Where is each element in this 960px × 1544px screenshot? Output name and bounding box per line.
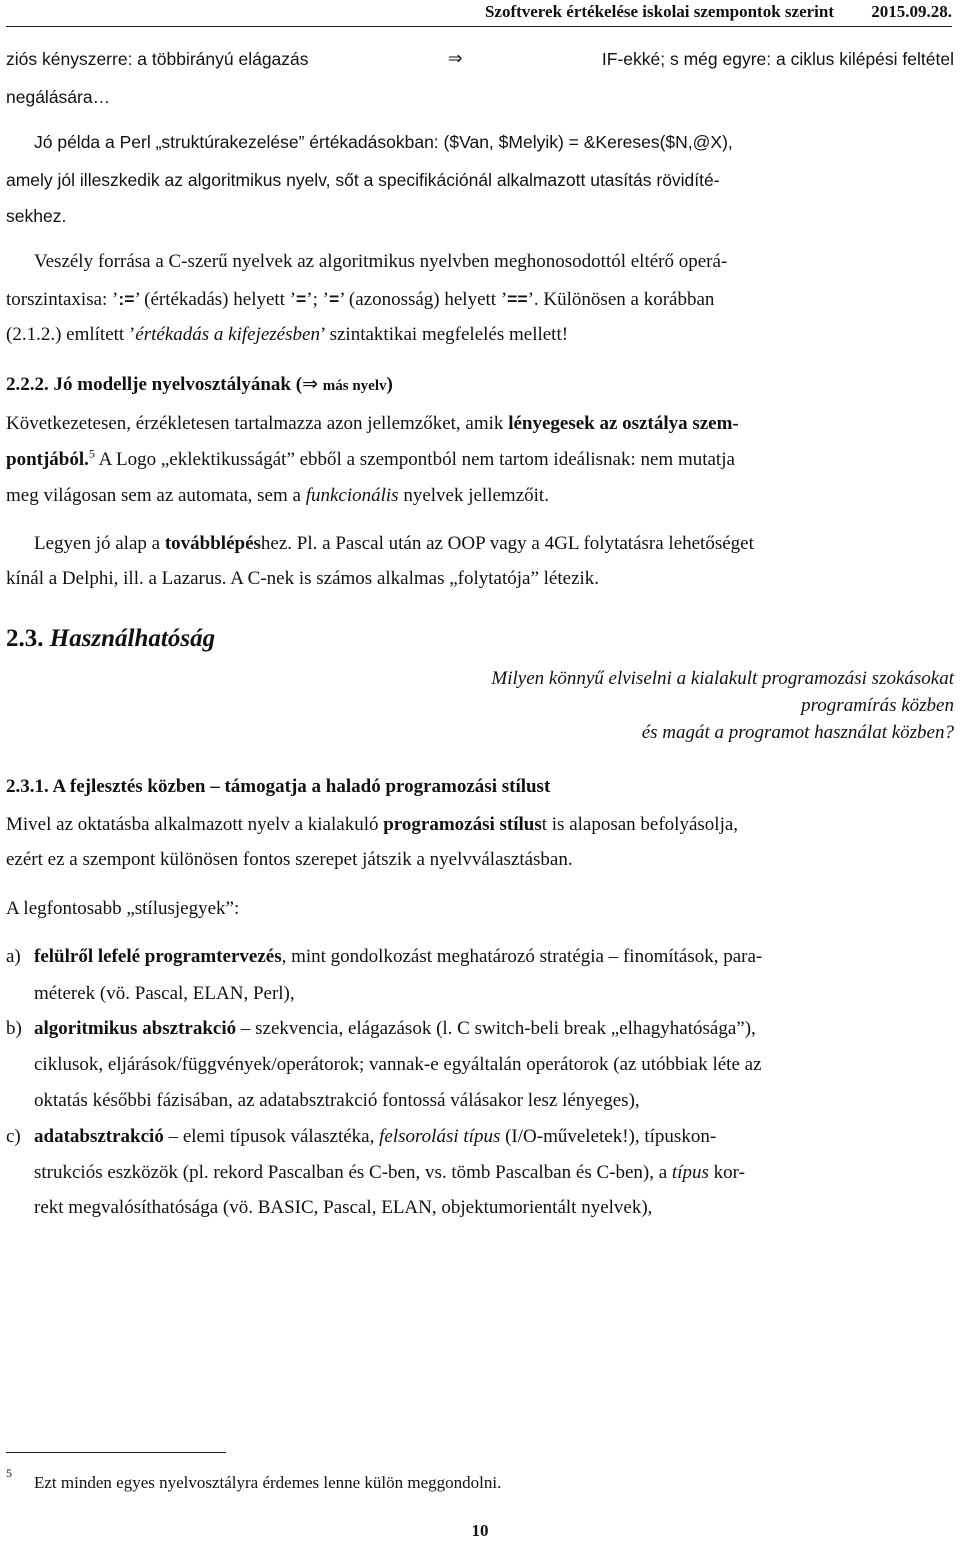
text-span: (2.1.2.) említett ’ (6, 324, 136, 345)
epigraph-line: Milyen könnyű elviselni a kialakult programozási szokásokat (491, 668, 954, 689)
text-span: t is alaposan befolyásolja, (541, 814, 739, 835)
italic-term: értékadás a kifejezésben (135, 324, 320, 345)
paragraph-line (6, 288, 714, 311)
list-label: a) (6, 946, 21, 967)
text-span: – szekvencia, elágazások (l. C switch-beli break „elhagyhatósága”), (236, 1018, 756, 1039)
section-heading (6, 373, 393, 397)
list-continuation (34, 1162, 745, 1184)
list-item (6, 1126, 717, 1148)
operator-code: = (296, 289, 307, 309)
heading-text: ) (386, 374, 393, 395)
bold-term: továbblépés (164, 533, 261, 554)
footnote-number: 5 (6, 1466, 12, 1480)
text-span: ziós kényszerre: a többirányú elágazás (6, 49, 309, 69)
text-span: Legyen jó alap a (34, 533, 165, 554)
text-span: (I/O-műveletek!), típuskon- (500, 1126, 717, 1147)
heading-small-text: más nyelv (322, 378, 387, 394)
bold-term: felülről lefelé programtervezés (34, 946, 282, 967)
page-header (6, 0, 952, 27)
text-span: ’ (azonosság) helyett ’ (339, 289, 508, 310)
list-label: c) (6, 1126, 21, 1147)
list-text (34, 946, 762, 968)
paragraph-line: Veszély forrása a C-szerű nyelvek az algoritmikus nyelvben meghonosodottól eltérő operá- (34, 251, 728, 272)
implies-arrow-icon: ⇒ (302, 373, 318, 395)
bold-term: programozási stílus (383, 814, 542, 835)
italic-term: típus (671, 1162, 709, 1183)
italic-term: felsorolási típus (379, 1126, 501, 1147)
text-span: meg világosan sem az automata, sem a (6, 485, 306, 506)
list-item (6, 1018, 756, 1040)
paragraph-line (6, 814, 738, 836)
text-span: nyelvek jellemzőit. (398, 485, 549, 506)
page-number: 10 (471, 1521, 489, 1540)
text-span: ’ (értékadás) helyett ’ (134, 289, 297, 310)
list-continuation: rekt megvalósíthatósága (vö. BASIC, Pascal, ELAN, objektumorientált nyelvek), (34, 1197, 653, 1218)
paragraph-line (34, 533, 754, 555)
paragraph-line: negálására… (6, 87, 111, 107)
paragraph-line: ezért ez a szempont különösen fontos szerepet játszik a nyelvválasztásban. (6, 849, 573, 870)
text-span: ’; ’ (306, 289, 329, 310)
operator-code: := (118, 289, 135, 309)
footnote-text: Ezt minden egyes nyelvosztályra érdemes lenne külön meggondolni. (34, 1473, 502, 1492)
paragraph-line: Jó példa a Perl „struktúrakezelése” értékadásokban: ($Van, $Melyik) = &Kereses($N,@X), (34, 132, 733, 152)
operator-code: == (507, 289, 528, 309)
list-label: b) (6, 1018, 22, 1039)
paragraph-line (6, 413, 739, 435)
epigraph-line: és magát a programot használat közben? (641, 722, 954, 743)
section-heading (6, 624, 215, 654)
operator-code: = (328, 289, 340, 309)
text-span: torszintaxisa: ’ (6, 289, 119, 310)
text-span: kor- (708, 1162, 745, 1183)
text-span: hez. Pl. a Pascal után az OOP vagy a 4GL folytatásra lehetőséget (260, 533, 754, 554)
header-date: 2015.09.28. (871, 2, 952, 21)
paragraph-line (6, 446, 735, 471)
text-span: IF-ekké; s még egyre: a ciklus kilépési feltétel (601, 49, 954, 69)
paragraph-line: amely jól illeszkedik az algoritmikus nyelv, sőt a specifikációnál alkalmazott utasítás rövidíté- (6, 170, 720, 190)
italic-term: funkcionális (305, 485, 399, 506)
bold-term: pontjából. (6, 449, 89, 470)
paragraph-line (6, 324, 568, 346)
paragraph-line (6, 485, 549, 507)
list-text (34, 1126, 716, 1148)
text-span: A Logo „eklektikusságát” ebből a szempontból nem tartom ideálisnak: nem mutatja (94, 449, 735, 470)
text-span: ’. Különösen a korábban (527, 289, 715, 310)
text-span: – elemi típusok választéka, (163, 1126, 380, 1147)
text-span: Mivel az oktatásba alkalmazott nyelv a kialakuló (6, 814, 384, 835)
footnote-rule (6, 1452, 226, 1453)
paragraph-line: A legfontosabb „stílusjegyek”: (6, 898, 240, 919)
implies-arrow-icon: ⇒ (447, 49, 463, 69)
section-title: Használhatóság (49, 625, 216, 652)
paragraph-line: sekhez. (6, 206, 67, 226)
list-continuation: oktatás későbbi fázisában, az adatabsztrakció fontossá válásakor lesz lényeges), (34, 1090, 640, 1111)
text-span: ’ szintaktikai megfelelés mellett! (319, 324, 569, 345)
section-number: 2.3. (6, 625, 44, 652)
epigraph-line: programírás közben (801, 695, 954, 716)
text-span: Következetesen, érzékletesen tartalmazza azon jellemzőket, amik (6, 413, 509, 434)
paragraph-line: kínál a Delphi, ill. a Lazarus. A C-nek is számos alkalmas „folytatója” létezik. (6, 568, 600, 589)
list-text (34, 1018, 756, 1040)
bold-term: lényegesek az osztálya szem- (508, 413, 739, 434)
header-title: Szoftverek értékelése iskolai szempontok szerint (484, 2, 834, 21)
list-item (6, 946, 763, 968)
bold-term: algoritmikus absztrakció (34, 1018, 237, 1039)
text-span: strukciós eszközök (pl. rekord Pascalban és C-ben, vs. tömb Pascalban és C-ben), a (34, 1162, 672, 1183)
bold-term: adatabsztrakció (34, 1126, 164, 1147)
list-continuation: ciklusok, eljárások/függvények/operátorok; vannak-e egyáltalán operátorok (az utóbbiak léte az (34, 1054, 762, 1075)
text-span: , mint gondolkozást meghatározó stratégia – finomítások, para- (281, 946, 763, 967)
subsection-heading: 2.3.1. A fejlesztés közben – támogatja a haladó programozási stílust (6, 776, 551, 797)
paragraph-line (6, 48, 954, 70)
footnote-reference: 5 (88, 446, 95, 461)
heading-text: 2.2.2. Jó modellje nyelvosztályának ( (6, 374, 303, 395)
list-continuation: méterek (vö. Pascal, ELAN, Perl), (34, 983, 295, 1004)
